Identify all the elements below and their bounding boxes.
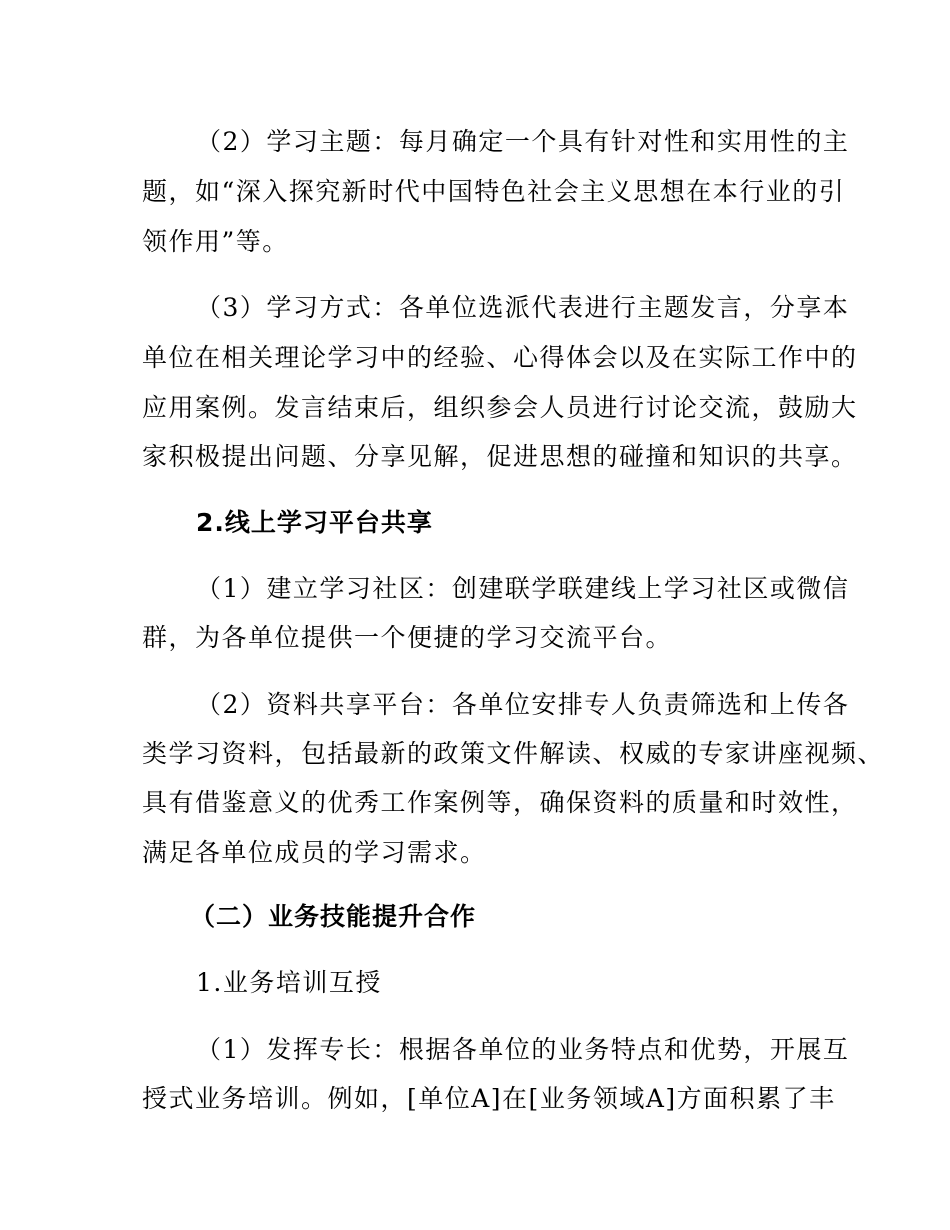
text-line: （3）学习方式：各单位选派代表进行主题发言，分享本 <box>196 293 850 322</box>
text-line: （1）发挥专长：根据各单位的业务特点和优势，开展互 <box>196 1035 850 1064</box>
subsection-heading: 1.业务培训互授 <box>196 968 382 997</box>
text-line: （1）建立学习社区：创建联学联建线上学习社区或微信 <box>196 574 850 603</box>
text-line: 具有借鉴意义的优秀工作案例等，确保资料的质量和时效性， <box>142 788 858 817</box>
text-line: （2）学习主题：每月确定一个具有针对性和实用性的主 <box>196 127 850 156</box>
text-line: 家积极提出问题、分享见解，促进思想的碰撞和知识的共享。 <box>142 442 858 471</box>
text-line: 类学习资料，包括最新的政策文件解读、权威的专家讲座视频、 <box>142 739 885 768</box>
text-line: 单位在相关理论学习中的经验、心得体会以及在实际工作中的 <box>142 343 858 372</box>
text-line: 题，如“深入探究新时代中国特色社会主义思想在本行业的引 <box>142 177 846 206</box>
text-line: 应用案例。发言结束后，组织参会人员进行讨论交流，鼓励大 <box>142 393 858 422</box>
text-line: 群，为各单位提供一个便捷的学习交流平台。 <box>142 623 673 652</box>
text-line: 满足各单位成员的学习需求。 <box>142 838 487 867</box>
text-line: （2）资料共享平台：各单位安排专人负责筛选和上传各 <box>196 690 850 719</box>
text-line: 授式业务培训。例如，[单位A]在[业务领域A]方面积累了丰 <box>142 1084 836 1113</box>
text-line: 领作用”等。 <box>142 227 289 256</box>
section-heading: （二）业务技能提升合作 <box>190 902 477 931</box>
section-heading: 2.线上学习平台共享 <box>196 508 433 537</box>
